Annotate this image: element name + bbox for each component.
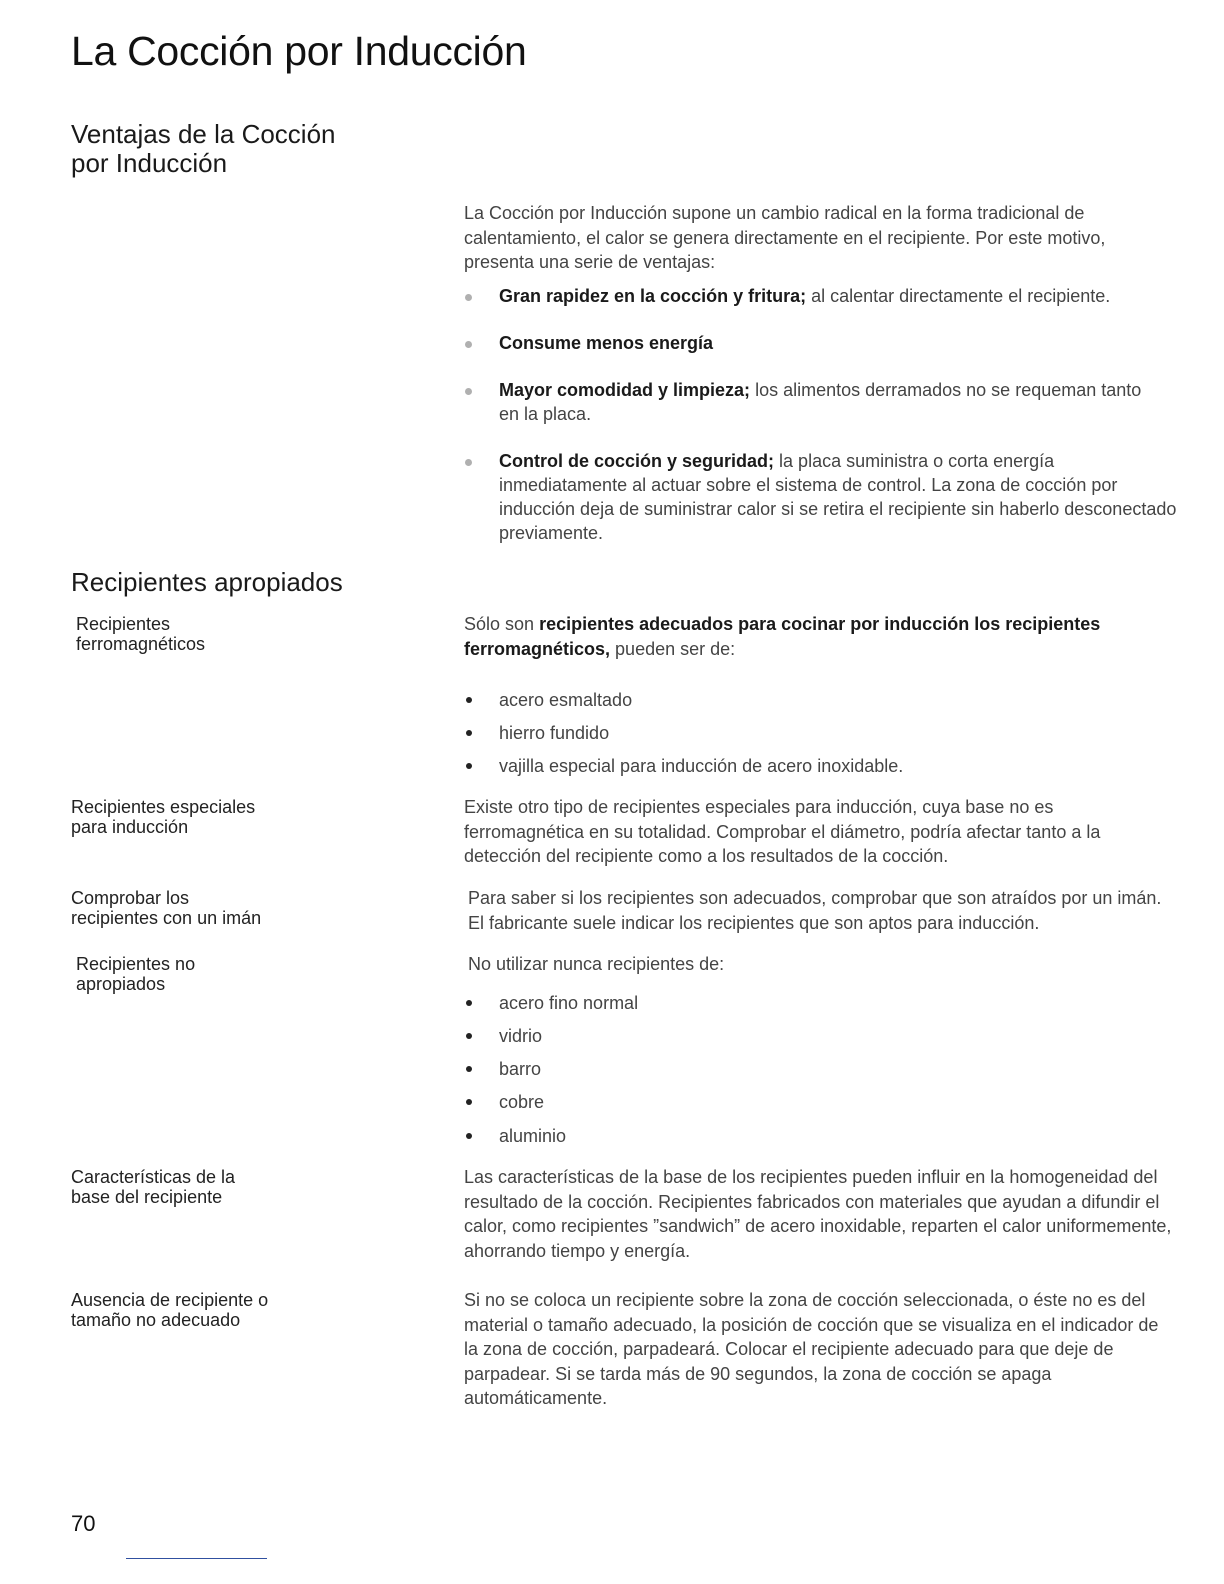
bullet-dot: [465, 294, 472, 301]
page-number: 70: [71, 1511, 96, 1536]
ventajas-heading-line1: Ventajas de la Cocción: [71, 119, 336, 149]
ventaja-item-text: la placa suministra o corta energía inmediatamente al actuar sobre el sistema de control. La zona de cocción por inducción deja de suministrar calor si se retira el recipiente sin haberlo desconectado previamente.: [499, 451, 1177, 543]
bullet: [466, 1066, 472, 1072]
ausencia-text: Si no se coloca un recipiente sobre la zona de cocción seleccionada, o éste no es del material o tamaño adecuado, la posición de cocción que se visualiza en el indicador de la zona de cocción, parpadeará. Colocar el recipiente adecuado para que deje de parpadear. Si se tarda más de 90 segundos, la zona de cocción se apaga automáticamente.: [464, 1290, 1159, 1408]
label-line: Recipientes: [76, 614, 171, 634]
bullet: [466, 697, 472, 703]
list-item: acero fino normal: [499, 993, 639, 1013]
ventaja-item: [499, 331, 1179, 355]
label-base: [71, 1167, 235, 1207]
list-item: vidrio: [499, 1026, 543, 1046]
label-line: tamaño no adecuado: [71, 1310, 241, 1330]
list-item: acero esmaltado: [499, 690, 633, 710]
bullet: [466, 1000, 472, 1006]
label-iman: [71, 888, 261, 928]
ferro-text-pre: Sólo son: [464, 614, 540, 634]
bullet: [466, 1099, 472, 1105]
ventaja-item-text: al calentar directamente el recipiente.: [806, 286, 1111, 306]
label-especiales: [71, 797, 255, 837]
list-item: barro: [499, 1059, 542, 1079]
bullet: [466, 763, 472, 769]
label-line: ferromagnéticos: [76, 634, 206, 654]
label-line: Recipientes especiales: [71, 797, 256, 817]
label-line: para inducción: [71, 817, 189, 837]
ventajas-heading: [71, 120, 336, 178]
ventaja-item: [499, 449, 1179, 545]
list-item: hierro fundido: [499, 723, 610, 743]
ventajas-intro: La Cocción por Inducción supone un cambio radical en la forma tradicional de calentamiento, el calor se genera directamente en el recipiente. Por este motivo, presenta una serie de ventajas:: [464, 203, 1106, 272]
label-line: Comprobar los: [71, 888, 190, 908]
ferro-text-bold: recipientes adecuados para cocinar por inducción los recipientes ferromagnéticos,: [464, 614, 1101, 659]
label-ferromagneticos: [76, 614, 205, 654]
ventajas-heading-line2: por Inducción: [71, 148, 228, 178]
ventaja-item-text: los alimentos derramados no se requeman tanto en la placa.: [499, 380, 1142, 424]
label-line: Ausencia de recipiente o: [71, 1290, 269, 1310]
recipientes-heading: Recipientes apropiados: [71, 567, 343, 597]
bullet-dot: [465, 388, 472, 395]
label-no-apropiados: [76, 954, 195, 994]
ventaja-item-bold: Consume menos energía: [499, 333, 714, 353]
bullet: [466, 1133, 472, 1139]
page-title: La Cocción por Inducción: [71, 28, 527, 74]
footer-rule: [126, 1558, 267, 1559]
label-line: apropiados: [76, 974, 166, 994]
base-text: Las características de la base de los recipientes pueden influir en la homogeneidad del resultado de la cocción. Recipientes fabricados con materiales que ayudan a difundir el calor, como recipientes ”sandwich” de acero inoxidable, reparten el calor uniformemente, ahorrando tiempo y energía.: [464, 1167, 1172, 1261]
ventaja-item-bold: Mayor comodidad y limpieza;: [499, 380, 751, 400]
no-apropiados-text: No utilizar nunca recipientes de:: [468, 954, 725, 974]
label-ausencia: [71, 1290, 268, 1330]
list-item: aluminio: [499, 1126, 567, 1146]
ferro-text-post: pueden ser de:: [610, 638, 736, 659]
especiales-text: Existe otro tipo de recipientes especiales para inducción, cuya base no es ferromagnética en su totalidad. Comprobar el diámetro, podría afectar tanto a la detección del recipiente como a los resultados de la cocción.: [464, 797, 1101, 866]
ventaja-item-bold: Gran rapidez en la cocción y fritura;: [499, 286, 807, 306]
list-item: vajilla especial para inducción de acero inoxidable.: [499, 756, 904, 776]
label-line: Características de la: [71, 1167, 236, 1187]
bullet: [466, 730, 472, 736]
ventaja-item-bold: Control de cocción y seguridad;: [499, 451, 775, 471]
ferro-text: [464, 612, 1164, 661]
bullet-dot: [465, 459, 472, 466]
bullet: [466, 1033, 472, 1039]
ventaja-item: [499, 378, 1164, 426]
iman-text: Para saber si los recipientes son adecuados, comprobar que son atraídos por un imán. El fabricante suele indicar los recipientes que son aptos para inducción.: [468, 888, 1162, 933]
label-line: Recipientes no: [76, 954, 196, 974]
label-line: recipientes con un imán: [71, 908, 262, 928]
ventaja-item: [499, 284, 1179, 308]
label-line: base del recipiente: [71, 1187, 223, 1207]
bullet-dot: [465, 341, 472, 348]
list-item: cobre: [499, 1092, 545, 1112]
